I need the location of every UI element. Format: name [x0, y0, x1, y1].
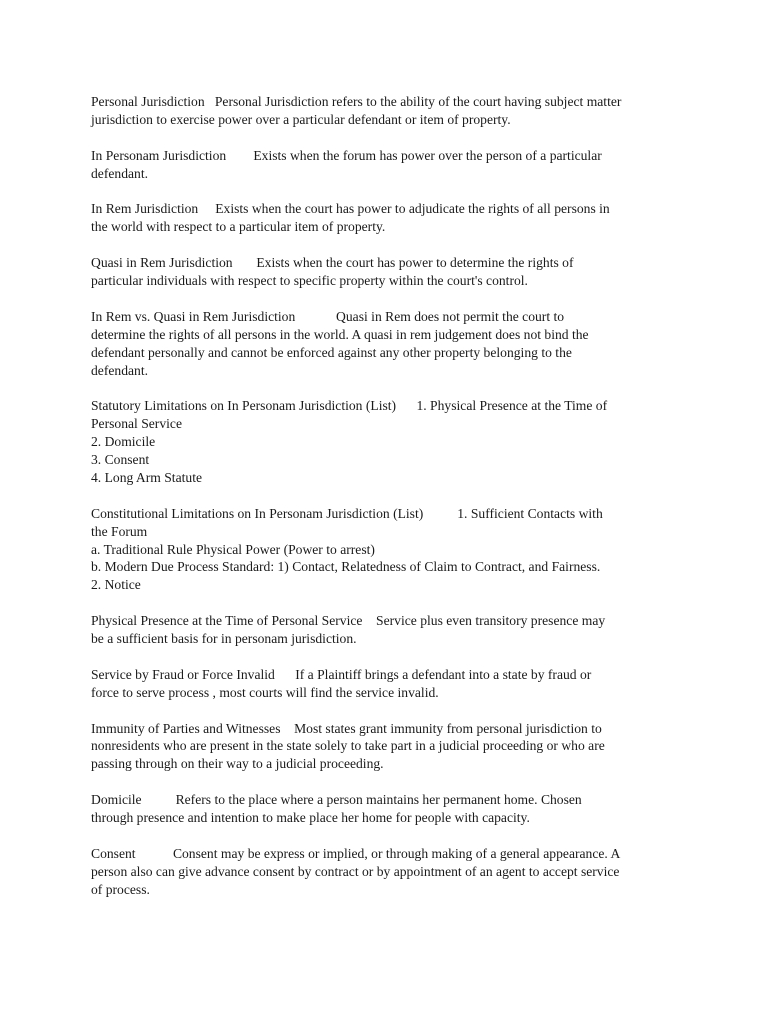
entry-service-by-fraud-or-force — [91, 666, 691, 702]
entry-in-rem-jurisdiction — [91, 200, 691, 236]
entry-in-personam-jurisdiction — [91, 147, 691, 183]
text-line: nonresidents who are present in the state solely to take part in a judicial proceeding or who are — [91, 738, 605, 754]
text-line: of process. — [91, 881, 150, 897]
text-line: In Rem vs. Quasi in Rem Jurisdiction Quasi in Rem does not permit the court to — [91, 308, 565, 324]
text-line: particular individuals with respect to specific property within the court's control. — [91, 273, 528, 289]
text-line: defendant. — [91, 165, 148, 181]
text-line: force to serve process , most courts will find the service invalid. — [91, 684, 439, 700]
entry-domicile — [91, 791, 691, 827]
entry-constitutional-limitations — [91, 505, 691, 595]
text-line: jurisdiction to exercise power over a particular defendant or item of property. — [91, 111, 511, 127]
text-line: person also can give advance consent by contract or by appointment of an agent to accept service — [91, 863, 620, 879]
entry-consent — [91, 845, 691, 899]
text-line: Immunity of Parties and Witnesses Most states grant immunity from personal jurisdiction to — [91, 720, 602, 736]
text-line: Personal Service — [91, 416, 182, 432]
text-line: Personal Jurisdiction Personal Jurisdiction refers to the ability of the court having subject matter — [91, 94, 622, 109]
text-line: Consent Consent may be express or implied, or through making of a general appearance. A — [91, 845, 621, 861]
text-line: passing through on their way to a judicial proceeding. — [91, 756, 384, 772]
text-line: Physical Presence at the Time of Personal Service Service plus even transitory presence may — [91, 613, 606, 629]
list-item: 3. Consent — [91, 452, 150, 468]
text-line: the Forum — [91, 523, 148, 539]
text-line: Statutory Limitations on In Personam Jurisdiction (List) 1. Physical Presence at the Time of — [91, 398, 608, 414]
text-line: defendant personally and cannot be enforced against any other property belonging to the — [91, 344, 572, 360]
list-item: b. Modern Due Process Standard: 1) Contact, Relatedness of Claim to Contract, and Fairness. — [91, 559, 601, 575]
entry-immunity-of-parties — [91, 720, 691, 774]
text-line: be a sufficient basis for in personam jurisdiction. — [91, 631, 357, 647]
document-page — [91, 93, 691, 917]
entry-personal-jurisdiction — [91, 93, 691, 129]
entry-in-rem-vs-quasi-in-rem — [91, 308, 691, 380]
text-line: In Personam Jurisdiction Exists when the forum has power over the person of a particular — [91, 147, 602, 163]
text-line: In Rem Jurisdiction Exists when the court has power to adjudicate the rights of all persons in — [91, 201, 610, 217]
list-item: a. Traditional Rule Physical Power (Power to arrest) — [91, 541, 375, 557]
text-line: Constitutional Limitations on In Personam Jurisdiction (List) 1. Sufficient Contacts with — [91, 505, 603, 521]
text-line: defendant. — [91, 362, 148, 378]
text-line: Domicile Refers to the place where a person maintains her permanent home. Chosen — [91, 792, 582, 808]
list-item: 2. Notice — [91, 577, 141, 593]
text-line: through presence and intention to make place her home for people with capacity. — [91, 810, 530, 826]
entry-physical-presence — [91, 612, 691, 648]
text-line: the world with respect to a particular item of property. — [91, 219, 386, 235]
list-item: 2. Domicile — [91, 434, 156, 450]
list-item: 4. Long Arm Statute — [91, 469, 203, 485]
entry-statutory-limitations — [91, 397, 691, 487]
text-line: Service by Fraud or Force Invalid If a Plaintiff brings a defendant into a state by fraud or — [91, 666, 592, 682]
entry-quasi-in-rem-jurisdiction — [91, 254, 691, 290]
text-line: determine the rights of all persons in the world. A quasi in rem judgement does not bind the — [91, 326, 589, 342]
text-line: Quasi in Rem Jurisdiction Exists when the court has power to determine the rights of — [91, 255, 574, 271]
